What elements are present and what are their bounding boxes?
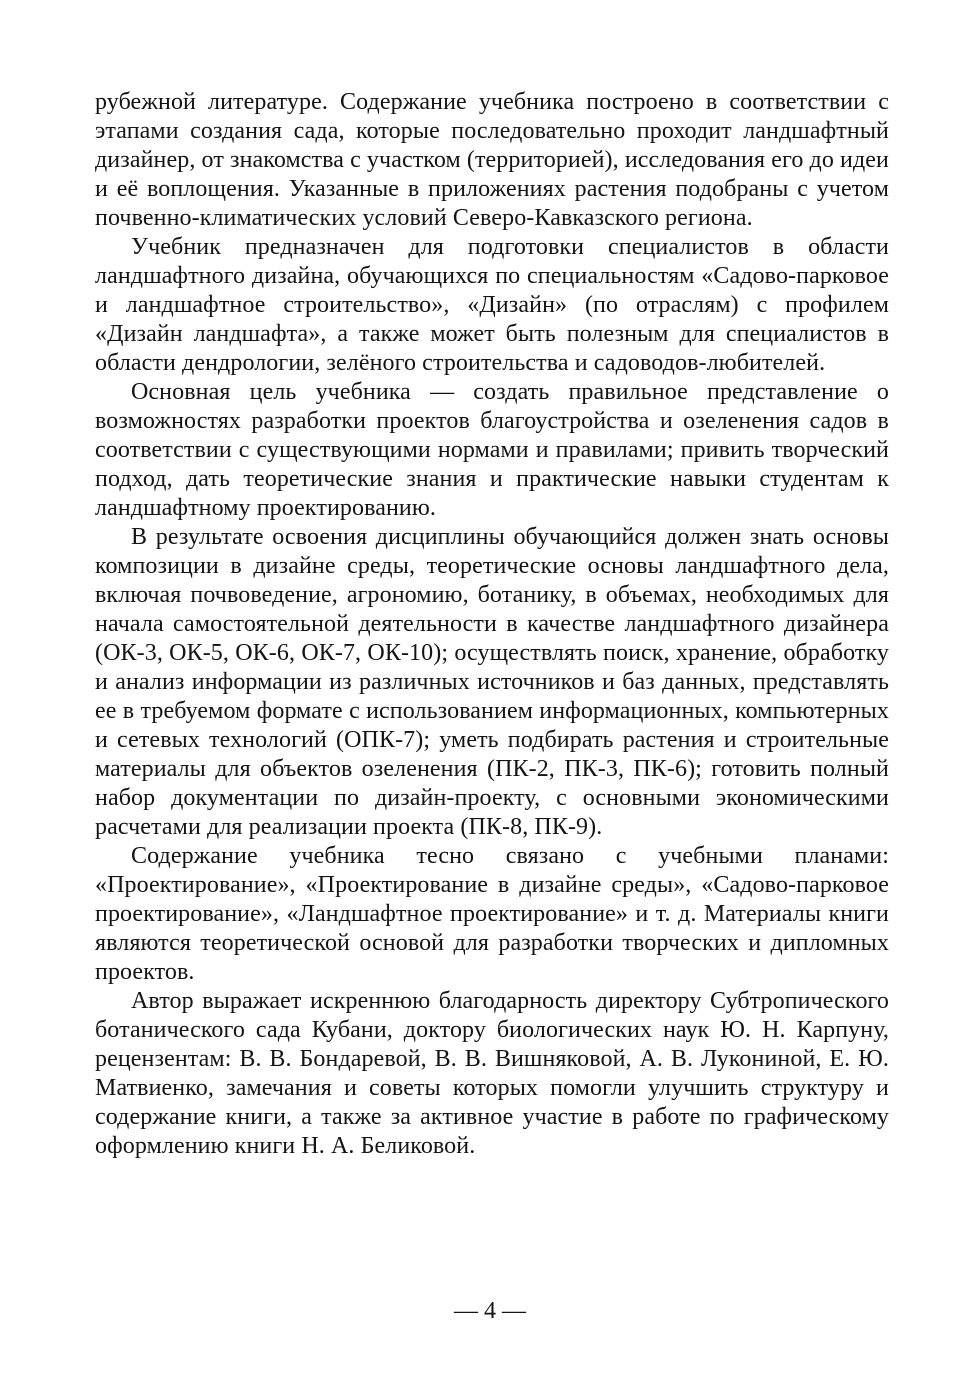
body-paragraph-6: Автор выражает искреннюю благодарность директору Субтропического ботанического сада Кубани, доктору биологических наук Ю. Н. Карпуну, рецензентам: В. В. Бондаревой, В. В. Вишняковой, А. В. Лукониной, Е. Ю. Матвиенко, замечания и советы которых помогли улучшить структуру и содержание книги, а также за активное участие в работе по графическому оформлению книги Н. А. Беликовой.	[95, 988, 889, 1159]
page-number: — 4 —	[454, 1298, 526, 1324]
body-paragraph-4: В результате освоения дисциплины обучающийся должен знать основы композиции в дизайне среды, теоретические основы ландшафтного дела, включая почвоведение, агрономию, ботанику, в объемах, необходимых для начала самостоятельной деятельности в качестве ландшафтного дизайнера (ОК-3, ОК-5, ОК-6, ОК-7, ОК-10); осуществлять поиск, хранение, обработку и анализ информации из различных источников и баз данных, представлять ее в требуемом формате с использованием информационных, компьютерных и сетевых технологий (ОПК-7); уметь подбирать растения и строительные материалы для объектов озеленения (ПК-2, ПК-3, ПК-6); готовить полный набор документации по дизайн-проекту, с основными экономическими расчетами для реализации проекта (ПК-8, ПК-9).	[95, 524, 889, 840]
body-paragraph-5: Содержание учебника тесно связано с учебными планами: «Проектирование», «Проектирование в дизайне среды», «Садово-парковое проектирование», «Ландшафтное проектирование» и т. д. Материалы книги являются теоретической основой для разработки творческих и дипломных проектов.	[95, 843, 889, 985]
body-paragraph-3: Основная цель учебника — создать правильное представление о возможностях разработки проектов благоустройства и озеленения садов в соответствии с существующими нормами и правилами; привить творческий подход, дать теоретические знания и практические навыки студентам к ландшафтному проектированию.	[95, 379, 889, 521]
body-paragraph-1: рубежной литературе. Содержание учебника построено в соответствии с этапами создания сада, которые последовательно проходит ландшафтный дизайнер, от знакомства с участком (территорией), исследования его до идеи и её воплощения. Указанные в приложениях растения подобраны с учетом почвенно-климатических условий Северо-Кавказского региона.	[95, 89, 889, 231]
body-paragraph-2: Учебник предназначен для подготовки специалистов в области ландшафтного дизайна, обучающихся по специальностям «Садово-парковое и ландшафтное строительство», «Дизайн» (по отраслям) с профилем «Дизайн ландшафта», а также может быть полезным для специалистов в области дендрологии, зелёного строительства и садоводов-любителей.	[95, 234, 889, 376]
page-text-block	[95, 88, 889, 1161]
